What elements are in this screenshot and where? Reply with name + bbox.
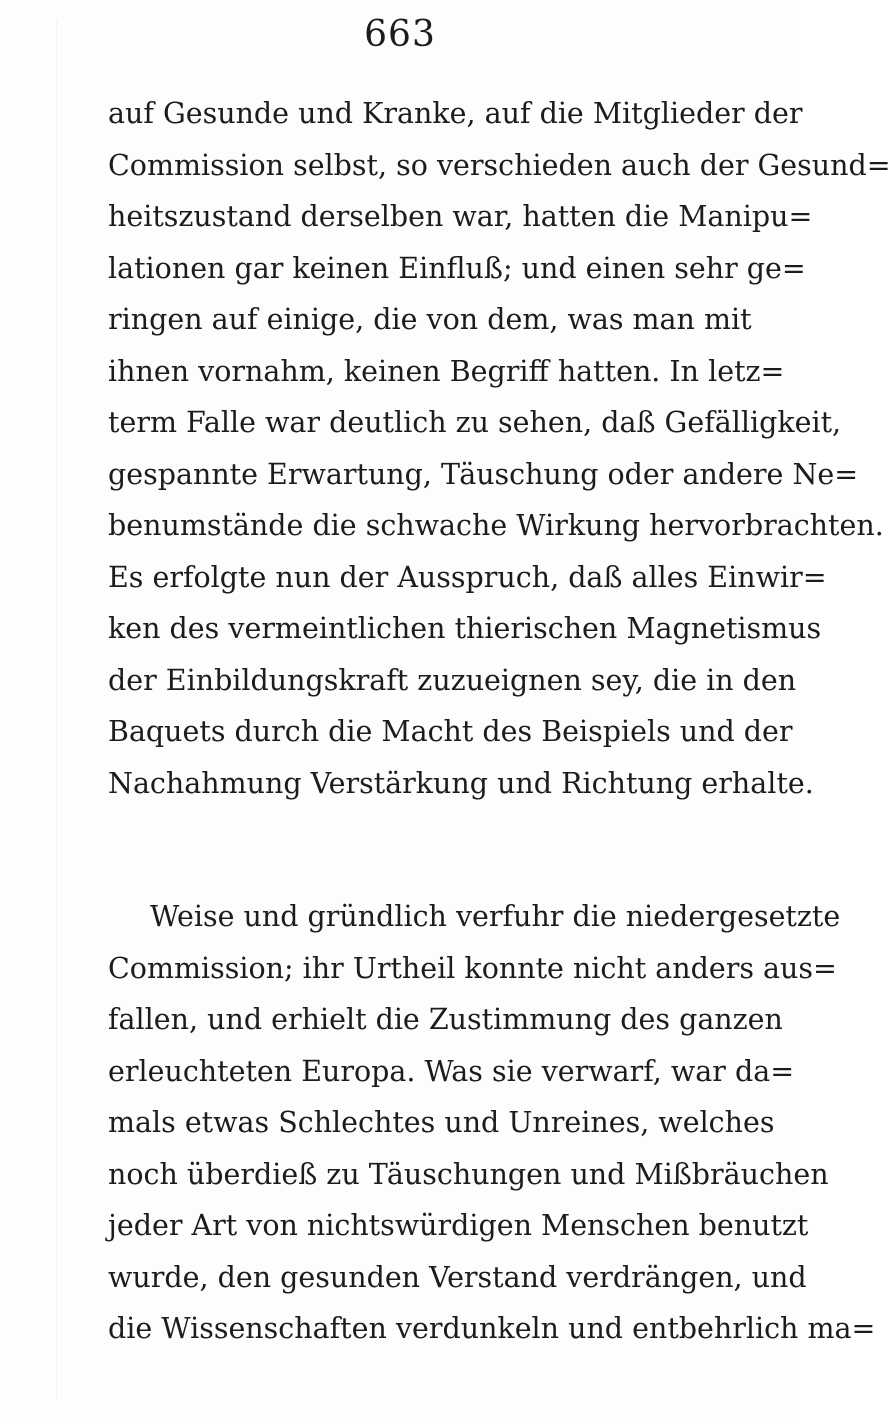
text-line: ken des vermeintlichen thierischen Magnetismus xyxy=(108,612,822,645)
text-line: die Wissenschaften verdunkeln und entbehrlich ma= xyxy=(108,1312,876,1345)
page-number: 663 xyxy=(364,14,436,55)
text-line: noch überdieß zu Täuschungen und Mißbräuchen xyxy=(108,1157,829,1191)
text-line: Commission; ihr Urtheil konnte nicht anders aus= xyxy=(108,951,837,985)
text-line: benumstände die schwache Wirkung hervorbrachten. xyxy=(108,509,884,542)
text-line: wurde, den gesunden Verstand verdrängen, und xyxy=(108,1260,807,1294)
text-line: Es erfolgte nun der Ausspruch, daß alles Einwir= xyxy=(108,560,827,594)
text-line: lationen gar keinen Einfluß; und einen sehr ge= xyxy=(108,251,806,285)
text-line: Nachahmung Verstärkung und Richtung erhalte. xyxy=(108,766,814,800)
text-line: auf Gesunde und Kranke, auf die Mitglieder der xyxy=(108,97,803,130)
text-line: Baquets durch die Macht des Beispiels und der xyxy=(108,715,793,748)
text-line: ringen auf einige, die von dem, was man mit xyxy=(108,303,752,336)
text-line: der Einbildungskraft zuzueignen sey, die in den xyxy=(108,663,797,697)
text-line: mals etwas Schlechtes und Unreines, welches xyxy=(108,1106,775,1139)
text-line: jeder Art von nichtswürdigen Menschen benutzt xyxy=(108,1209,809,1242)
text-line: Weise und gründlich verfuhr die niedergesetzte xyxy=(150,900,841,933)
text-line: fallen, und erhielt die Zustimmung des ganzen xyxy=(108,1003,783,1036)
text-line: ihnen vornahm, keinen Begriff hatten. In letz= xyxy=(108,354,785,388)
text-line: Commission selbst, so verschieden auch der Gesund= xyxy=(108,148,891,182)
paragraph-1 xyxy=(108,88,891,809)
text-line: gespannte Erwartung, Täuschung oder andere Ne= xyxy=(108,457,859,491)
paragraph-2 xyxy=(108,891,876,1355)
text-line: heitszustand derselben war, hatten die Manipu= xyxy=(108,200,813,233)
text-line: erleuchteten Europa. Was sie verwarf, war da= xyxy=(108,1054,795,1088)
text-line: term Falle war deutlich zu sehen, daß Gefälligkeit, xyxy=(108,406,842,439)
page-fold-shadow xyxy=(56,20,57,1400)
